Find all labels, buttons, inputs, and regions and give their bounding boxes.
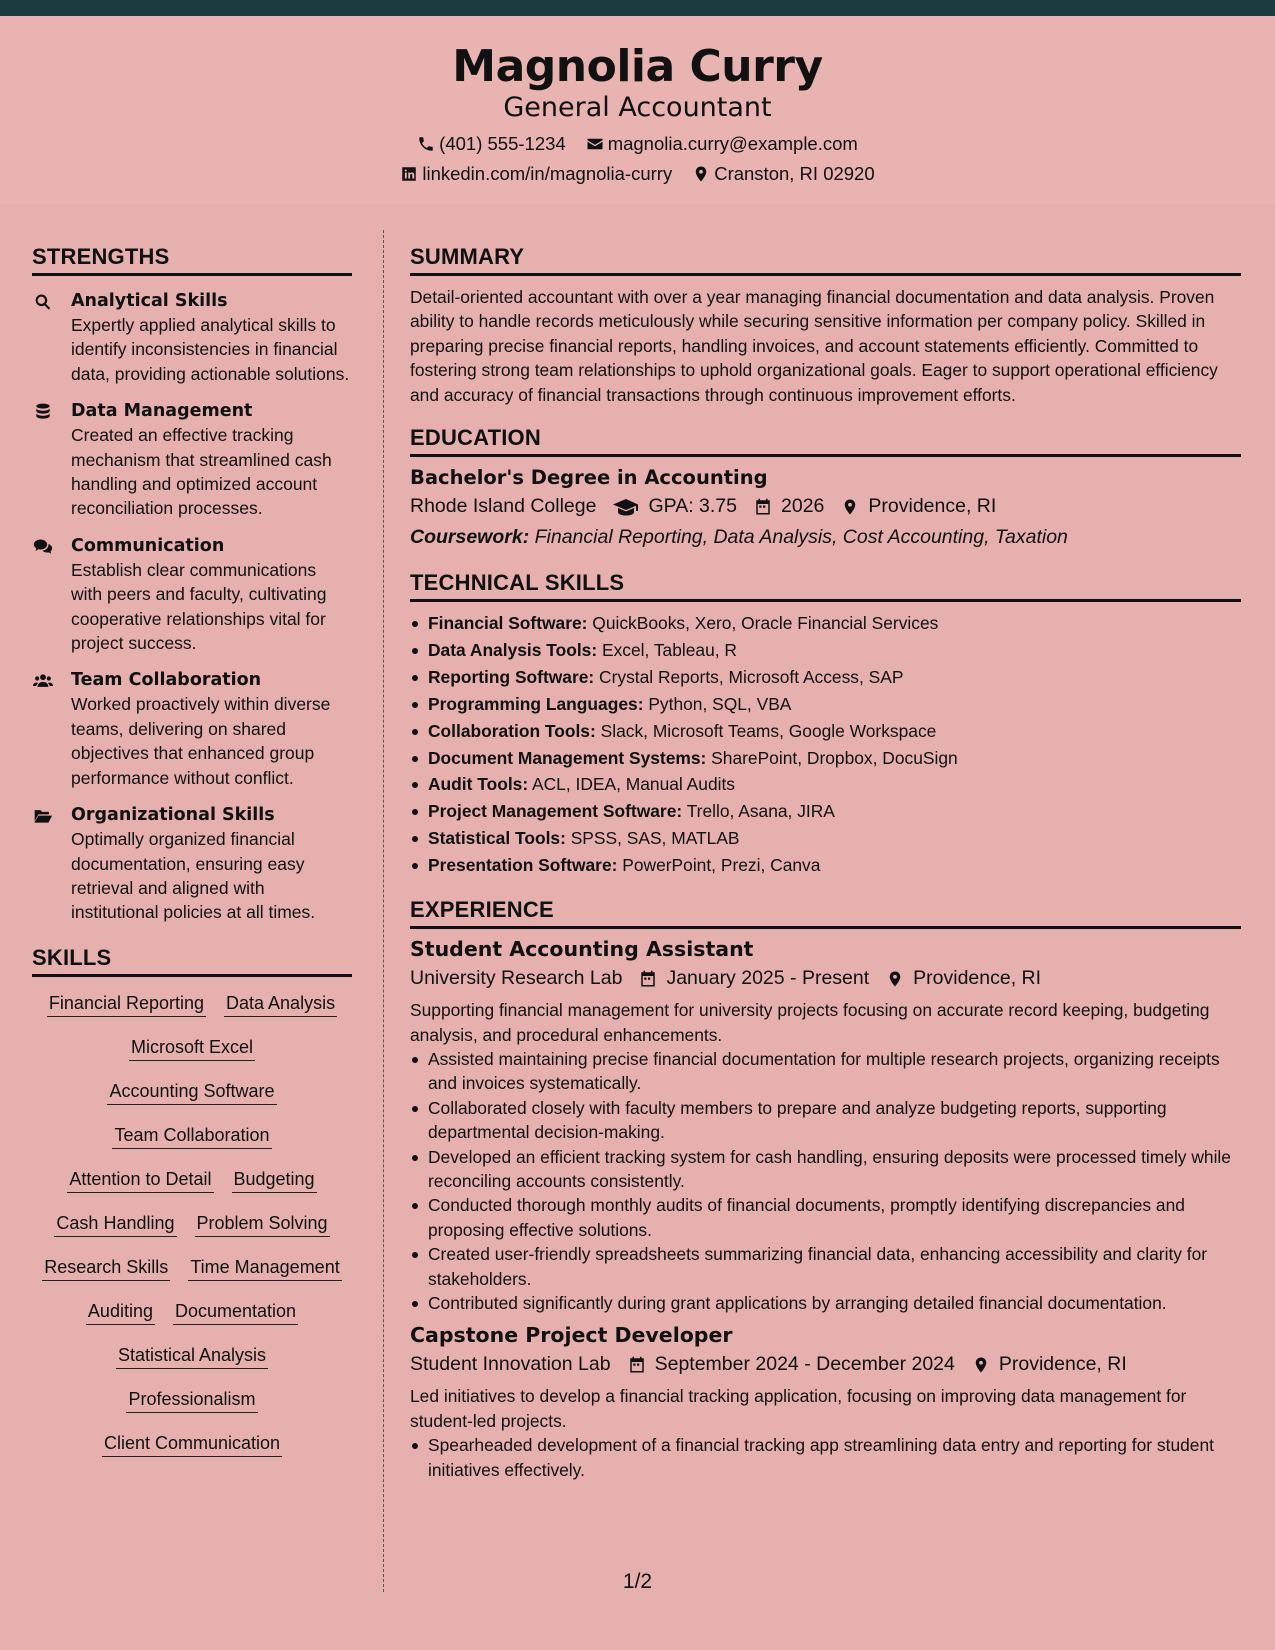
- job-org: University Research Lab: [410, 967, 623, 990]
- skill-tag: Research Skills: [42, 1255, 170, 1281]
- list-item: [410, 798, 1241, 825]
- strength-name: Organizational Skills: [71, 805, 275, 826]
- job-description: Led initiatives to develop a financial tracking application, focusing on improving data management for student-led projects.: [410, 1386, 1187, 1431]
- summary-heading: SUMMARY: [410, 244, 1241, 276]
- tech-label: Audit Tools:: [428, 774, 529, 795]
- skill-tag: Team Collaboration: [112, 1123, 271, 1149]
- job-title: Student Accounting Assistant: [410, 937, 754, 962]
- list-item: Contributed significantly during grant applications by arranging detailed financial documentation.: [410, 1291, 1241, 1315]
- skill-tag: Data Analysis: [224, 991, 337, 1017]
- strengths-heading: STRENGTHS: [32, 244, 352, 276]
- linkedin-link[interactable]: linkedin.com/in/magnolia-curry: [422, 162, 673, 184]
- summary-text: Detail-oriented accountant with over a year managing financial documentation and data analysis. Proven ability to handle records meticulously while securing sensitive information per company policy. Skilled in preparing precise financial reports, handling invoices, and account statements efficiently. Committed to fostering strong team relationships to uphold organizational goals. Eager to support operational efficiency and accuracy of financial transactions through continuous improvement efforts.: [410, 287, 1218, 405]
- skill-tag: Attention to Detail: [67, 1167, 213, 1193]
- page-number: 1/2: [622, 1570, 653, 1593]
- skill-tag: Financial Reporting: [47, 991, 206, 1017]
- strength-item: [32, 803, 352, 925]
- skill-tag: Professionalism: [126, 1387, 257, 1413]
- list-item: Conducted thorough monthly audits of financial documents, promptly identifying discrepancies and proposing effective solutions.: [410, 1193, 1241, 1242]
- strength-item: [32, 668, 352, 790]
- job-dates: January 2025 - Present: [666, 967, 870, 990]
- coursework-text: Financial Reporting, Data Analysis, Cost Accounting, Taxation: [534, 526, 1068, 549]
- database-icon: [32, 402, 54, 422]
- experience-heading: EXPERIENCE: [410, 897, 1241, 929]
- skill-tag: Budgeting: [232, 1167, 317, 1193]
- strength-desc: Created an effective tracking mechanism that streamlined cash handling and optimized account reconciliation processes.: [71, 425, 332, 519]
- list-item: Spearheaded development of a financial tracking app streamlining data entry and reporting for student initiatives effectively.: [410, 1433, 1241, 1482]
- tech-value: Python, SQL, VBA: [648, 693, 792, 714]
- tech-value: Slack, Microsoft Teams, Google Workspace: [600, 720, 937, 741]
- list-item: [410, 745, 1241, 772]
- tech-label: Data Analysis Tools:: [428, 639, 598, 660]
- job-location: Providence, RI: [913, 967, 1042, 990]
- list-item: Developed an efficient tracking system for cash handling, ensuring deposits were processed timely while reconciling accounts consistently.: [410, 1145, 1241, 1194]
- coursework-label: Coursework:: [410, 526, 530, 549]
- job-meta: [410, 963, 1241, 994]
- tech-label: Project Management Software:: [428, 801, 683, 822]
- tech-value: SPSS, SAS, MATLAB: [570, 828, 740, 849]
- job-meta: [410, 1349, 1241, 1380]
- envelope-icon: [586, 135, 604, 153]
- tech-value: QuickBooks, Xero, Oracle Financial Services: [592, 613, 939, 634]
- graduation-year: 2026: [781, 495, 825, 518]
- calendar-icon: [628, 1356, 646, 1374]
- contact-row-2: [0, 161, 1275, 187]
- strength-desc: Establish clear communications with peers and faculty, cultivating cooperative relationships vital for project success.: [71, 559, 327, 654]
- strength-item: [32, 399, 352, 521]
- calendar-icon: [754, 498, 772, 516]
- education-meta: [410, 491, 1241, 522]
- strength-desc: Worked proactively within diverse teams, delivering on shared objectives that enhanced group performance without conflict.: [71, 694, 331, 788]
- job-bullets: [410, 1047, 1241, 1315]
- list-item: [410, 610, 1241, 637]
- users-icon: [32, 671, 54, 691]
- tech-label: Reporting Software:: [428, 666, 595, 687]
- strength-item: [32, 534, 352, 656]
- degree-name: Bachelor's Degree in Accounting: [410, 466, 768, 490]
- map-marker-icon: [886, 970, 904, 988]
- graduation-cap-icon: [613, 497, 639, 517]
- location-text: Cranston, RI 02920: [714, 162, 875, 184]
- strength-name: Analytical Skills: [71, 291, 228, 311]
- skill-tag: Auditing: [86, 1299, 155, 1325]
- tech-value: PowerPoint, Prezi, Canva: [622, 855, 821, 876]
- folder-open-icon: [32, 806, 54, 826]
- map-marker-icon: [972, 1356, 990, 1374]
- contact-row-1: [0, 131, 1275, 157]
- candidate-name: Magnolia Curry: [452, 41, 823, 92]
- gpa-text: GPA: 3.75: [648, 495, 737, 518]
- strength-desc: Expertly applied analytical skills to identify inconsistencies in financial data, providing actionable solutions.: [71, 315, 350, 384]
- skill-tag: Microsoft Excel: [129, 1035, 255, 1061]
- email-link[interactable]: magnolia.curry@example.com: [607, 132, 858, 154]
- tech-label: Programming Languages:: [428, 693, 644, 714]
- strength-name: Communication: [71, 535, 225, 556]
- linkedin-icon: [400, 165, 418, 183]
- phone-contact: [417, 131, 566, 157]
- strength-name: Team Collaboration: [71, 670, 262, 691]
- list-item: [410, 852, 1241, 879]
- tech-value: SharePoint, Dropbox, DocuSign: [711, 747, 958, 768]
- job-org: Student Innovation Lab: [410, 1353, 611, 1376]
- calendar-icon: [639, 970, 657, 988]
- map-marker-icon: [841, 498, 859, 516]
- phone-text[interactable]: (401) 555-1234: [439, 132, 566, 154]
- tech-value: Trello, Asana, JIRA: [686, 801, 835, 822]
- strength-name: Data Management: [71, 401, 253, 422]
- location-contact: [692, 161, 874, 187]
- column-divider: [383, 230, 384, 1592]
- school-name: Rhode Island College: [410, 495, 597, 518]
- strength-item: [32, 289, 352, 386]
- education-heading: EDUCATION: [410, 425, 1241, 457]
- list-item: Assisted maintaining precise financial documentation for multiple research projects, organizing receipts and invoices systematically.: [410, 1047, 1241, 1096]
- job-location: Providence, RI: [998, 1353, 1127, 1376]
- job-entry: [410, 935, 1241, 1315]
- skill-tag: Time Management: [188, 1255, 341, 1281]
- list-item: [410, 825, 1241, 852]
- search-icon: [32, 292, 54, 312]
- resume-header: [0, 16, 1275, 204]
- job-description: Supporting financial management for university projects focusing on accurate record keeping, budgeting analysis, and procedural enhancements.: [410, 1000, 1210, 1045]
- job-title: Capstone Project Developer: [410, 1323, 733, 1348]
- skill-tag: Problem Solving: [195, 1211, 330, 1237]
- list-item: [410, 691, 1241, 718]
- tech-value: Excel, Tableau, R: [601, 639, 737, 660]
- candidate-title: General Accountant: [503, 92, 772, 124]
- list-item: Created user-friendly spreadsheets summarizing financial data, enhancing accessibility and clarity for stakeholders.: [410, 1242, 1241, 1291]
- tech-label: Collaboration Tools:: [428, 720, 596, 741]
- technical-skills-heading: TECHNICAL SKILLS: [410, 570, 1241, 602]
- list-item: [410, 771, 1241, 798]
- phone-icon: [417, 135, 435, 153]
- job-dates: September 2024 - December 2024: [654, 1353, 955, 1376]
- tech-label: Document Management Systems:: [428, 747, 707, 768]
- tech-value: Crystal Reports, Microsoft Access, SAP: [599, 666, 904, 687]
- skills-list: [32, 991, 352, 1457]
- list-item: Collaborated closely with faculty members to prepare and analyze budgeting reports, supporting departmental decision-making.: [410, 1096, 1241, 1145]
- technical-skills-list: [410, 610, 1241, 879]
- job-bullets: [410, 1433, 1241, 1482]
- linkedin-contact: [400, 161, 672, 187]
- tech-label: Presentation Software:: [428, 855, 618, 876]
- tech-label: Financial Software:: [428, 613, 588, 634]
- skill-tag: Accounting Software: [107, 1079, 276, 1105]
- skill-tag: Cash Handling: [54, 1211, 176, 1237]
- comments-icon: [32, 537, 54, 557]
- left-column: [32, 244, 352, 1457]
- list-item: [410, 718, 1241, 745]
- skill-tag: Client Communication: [102, 1431, 282, 1457]
- strength-desc: Optimally organized financial documentation, ensuring easy retrieval and aligned with institutional policies at all times.: [71, 829, 316, 923]
- tech-label: Statistical Tools:: [428, 828, 566, 849]
- map-marker-icon: [692, 165, 710, 183]
- coursework-line: [410, 522, 1241, 552]
- email-contact: [586, 131, 858, 157]
- tech-value: ACL, IDEA, Manual Audits: [532, 774, 736, 795]
- education-location: Providence, RI: [868, 495, 997, 518]
- top-accent-bar: [0, 0, 1275, 16]
- list-item: [410, 664, 1241, 691]
- job-entry: [410, 1321, 1241, 1482]
- skills-heading: SKILLS: [32, 945, 352, 977]
- skill-tag: Documentation: [173, 1299, 298, 1325]
- skill-tag: Statistical Analysis: [116, 1343, 268, 1369]
- right-column: [410, 244, 1241, 1482]
- list-item: [410, 637, 1241, 664]
